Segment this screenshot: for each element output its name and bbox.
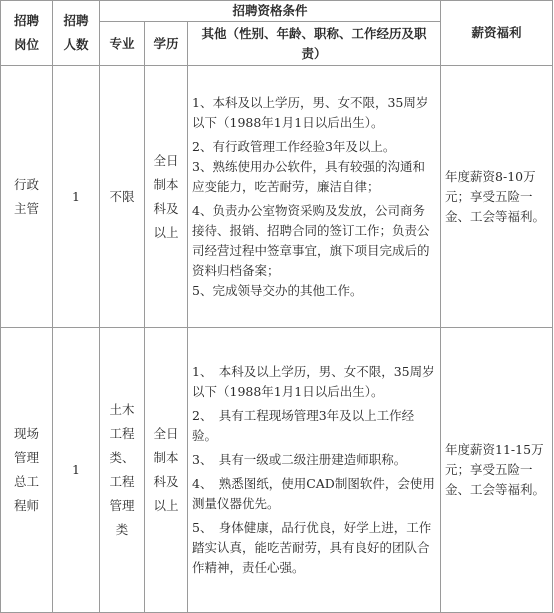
condition-item: 2、 具有工程现场管理3年及以上工作经验。	[192, 408, 415, 443]
condition-item: 1、 本科及以上学历，男、女不限，35周岁以下（1988年1月1日以后出生）。	[192, 364, 435, 399]
row-conditions	[188, 66, 441, 328]
row-salary: 年度薪资11-15万元；享受五险一金、工会等福利。	[441, 328, 553, 613]
header-position: 招聘岗位	[1, 1, 53, 66]
condition-item: 4、负责办公室物资采购及发放，公司商务接待、报销、招聘合同的签订工作；负责公司经营过程中签章事宜，旗下项目完成后的资料归档备案；	[192, 202, 430, 278]
row-salary: 年度薪资8-10万元；享受五险一金、工会等福利。	[441, 66, 553, 328]
row-count: 1	[53, 328, 100, 613]
table-row	[1, 66, 553, 328]
condition-item: 5、 身体健康，品行优良，好学上进，工作踏实认真，能吃苦耐劳，具有良好的团队合作精神，责任心强。	[192, 520, 432, 575]
row-major: 土木工程类、工程管理类	[100, 328, 145, 613]
row-position: 现场管理总工程师	[1, 328, 53, 613]
header-count: 招聘人数	[53, 1, 100, 66]
condition-item: 4、 熟悉图纸，使用CAD制图软件，会使用测量仪器优先。	[192, 476, 435, 511]
row-education: 全日制本科及以上	[145, 66, 188, 328]
condition-item: 1、本科及以上学历，男、女不限，35周岁以下（1988年1月1日以后出生）。	[192, 94, 429, 130]
header-salary: 薪资福利	[441, 1, 553, 66]
condition-item: 2、有行政管理工作经验3年及以上。	[192, 138, 396, 154]
header-major: 专业	[100, 22, 145, 66]
table-row	[1, 328, 553, 613]
row-count: 1	[53, 66, 100, 328]
row-major: 不限	[100, 66, 145, 328]
row-education: 全日制本科及以上	[145, 328, 188, 613]
condition-item: 3、熟练使用办公软件，具有较强的沟通和应变能力，吃苦耐劳，廉洁自律；	[192, 158, 425, 194]
header-education: 学历	[145, 22, 188, 66]
header-other: 其他（性别、年龄、职称、工作经历及职责）	[188, 22, 441, 66]
row-position: 行政主管	[1, 66, 53, 328]
condition-item: 5、完成领导交办的其他工作。	[192, 282, 363, 298]
header-conditions: 招聘资格条件	[100, 1, 441, 22]
condition-item: 3、 具有一级或二级注册建造师职称。	[192, 452, 407, 467]
row-conditions	[188, 328, 441, 613]
